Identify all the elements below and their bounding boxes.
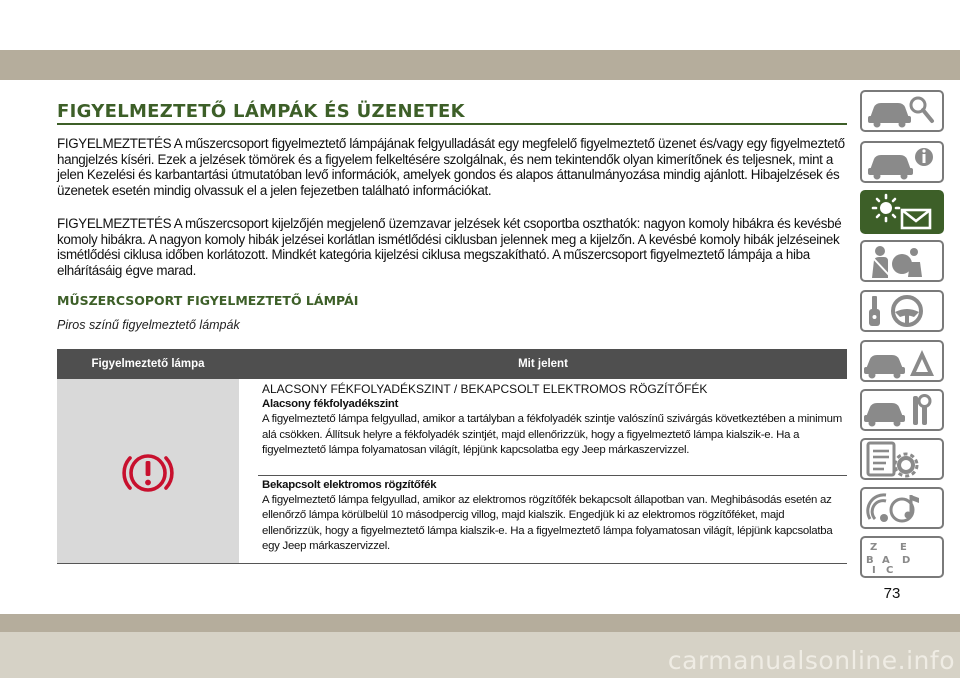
tab-index[interactable]: [860, 536, 944, 578]
warning-paragraph-1: FIGYELMEZTETÉS A műszercsoport figyelmeztető lámpájának felgyulladását egy megfelelő figyelmeztető üzenet és/vagy egy figyelmeztető hangjelzés kíséri. Ezek a jelzések tömörek és a figyelem felkeltésére szolgálnak, és nem tekintendők olyan kimerítőnek és teljesnek, mint a jelen Kezelési és karbantartási útmutatóban levő információk, amelyek gondos és alapos áttanulmányozása mindig ajánlott. Hibajelzések és üzenetek esetén mindig olvassuk el a jelen fejezetben található információkat.: [57, 136, 845, 198]
meaning-text-2: A figyelmeztető lámpa felgyullad, amikor az elektromos rögzítőfék bekapcsolt állapotban van. Meghibásodás esetén az ellenőrző lámpa körülbelül 10 másodpercig villog, majd kialszik. Engedjük ki az elektromos rögzítőféket, majd ellenőrizzük, hogy a figyelmeztető lámpa kialszik-e. Ha a figyelmeztető lámpa folyamatosan világít, lépjünk kapcsolatba egy Jeep márkaszervizzel.: [262, 494, 833, 552]
key-steering-wheel-icon: [862, 292, 942, 330]
section-title: MŰSZERCSOPORT FIGYELMEZTETŐ LÁMPÁI: [57, 293, 359, 308]
car-service-tools-icon: [862, 391, 942, 429]
tab-starting-driving[interactable]: [860, 290, 944, 332]
svg-text:A: A: [882, 555, 890, 566]
roadside-warning-triangle-icon: [862, 342, 942, 380]
tab-warning-lights-messages[interactable]: [860, 190, 944, 234]
header-meaning: Mit jelent: [518, 358, 568, 370]
table-bottom-rule: [57, 563, 847, 564]
car-info-icon: [862, 143, 942, 181]
car-search-icon: [862, 92, 942, 130]
tab-service-maintenance[interactable]: [860, 389, 944, 431]
svg-text:C: C: [886, 565, 894, 576]
header-lamp: Figyelmeztető lámpa: [91, 358, 205, 370]
row-divider: [258, 475, 847, 476]
tab-emergency[interactable]: [860, 340, 944, 382]
tab-multimedia[interactable]: [860, 487, 944, 529]
page-top-margin: [0, 0, 960, 50]
footer-band: [0, 614, 960, 632]
warning-light-message-icon: [862, 192, 942, 232]
page-number: 73: [883, 585, 901, 602]
watermark: carmanualsonline.info: [667, 646, 955, 675]
page-title: FIGYELMEZTETŐ LÁMPÁK ÉS ÜZENETEK: [57, 101, 465, 122]
svg-text:I: I: [872, 565, 876, 576]
tab-technical-specifications[interactable]: [860, 438, 944, 480]
svg-text:E: E: [900, 542, 907, 553]
brake-warning-icon: [121, 446, 175, 500]
meaning-subheading-1: Alacsony fékfolyadékszint: [262, 398, 399, 411]
table-header: [57, 349, 847, 379]
seatbelt-airbag-icon: [862, 242, 942, 280]
lamp-cell: [57, 379, 239, 563]
warning-paragraph-2: FIGYELMEZTETÉS A műszercsoport kijelzőjén megjelenő üzemzavar jelzések két csoportba oszthatók: nagyon komoly hibákra és kevésbé komoly hibákra. A nagyon komoly hibák jelzései korlátlan ismétlődési ciklusban jelennek meg a kijelzőn. A kevésbé komoly hibák jelzéseinek ismétlődési ciklusa időben korlátozott. Mindkét kategória kijelzési ciklusa megszakítható. A műszercsoport figyelmeztető lámpája a hiba elhárításáig égve marad.: [57, 216, 842, 278]
table-caption: Piros színű figyelmeztető lámpák: [57, 318, 240, 332]
meaning-subheading-2: Bekapcsolt elektromos rögzítőfék: [262, 479, 437, 491]
header-band: [0, 50, 960, 80]
svg-text:Z: Z: [870, 542, 878, 553]
meaning-block-1: [262, 382, 842, 458]
meaning-block-2: [262, 478, 842, 554]
specifications-gear-icon: [862, 440, 942, 478]
meaning-heading: ALACSONY FÉKFOLYADÉKSZINT / BEKAPCSOLT ELEKTROMOS RÖGZÍTŐFÉK: [262, 382, 708, 396]
index-letters-icon: [862, 538, 942, 576]
tab-car-search[interactable]: [860, 90, 944, 132]
meaning-text-1: A figyelmeztető lámpa felgyullad, amikor a tartályban a fékfolyadék szintje valószínű szivárgás következtében a minimum alá csökken. Állítsuk helyre a fékfolyadék szintjét, majd ellenőrizzük, hogy a figyelmeztető lámpa kialszik-e. Ha a figyelmeztető lámpa folyamatosan világít, lépjünk kapcsolatba egy Jeep márkaszervizzel.: [262, 413, 842, 456]
multimedia-icon: [862, 489, 942, 527]
tab-safety[interactable]: [860, 240, 944, 282]
title-underline: [57, 123, 847, 125]
svg-text:D: D: [902, 555, 911, 566]
svg-text:B: B: [866, 555, 874, 566]
tab-car-info[interactable]: [860, 141, 944, 183]
